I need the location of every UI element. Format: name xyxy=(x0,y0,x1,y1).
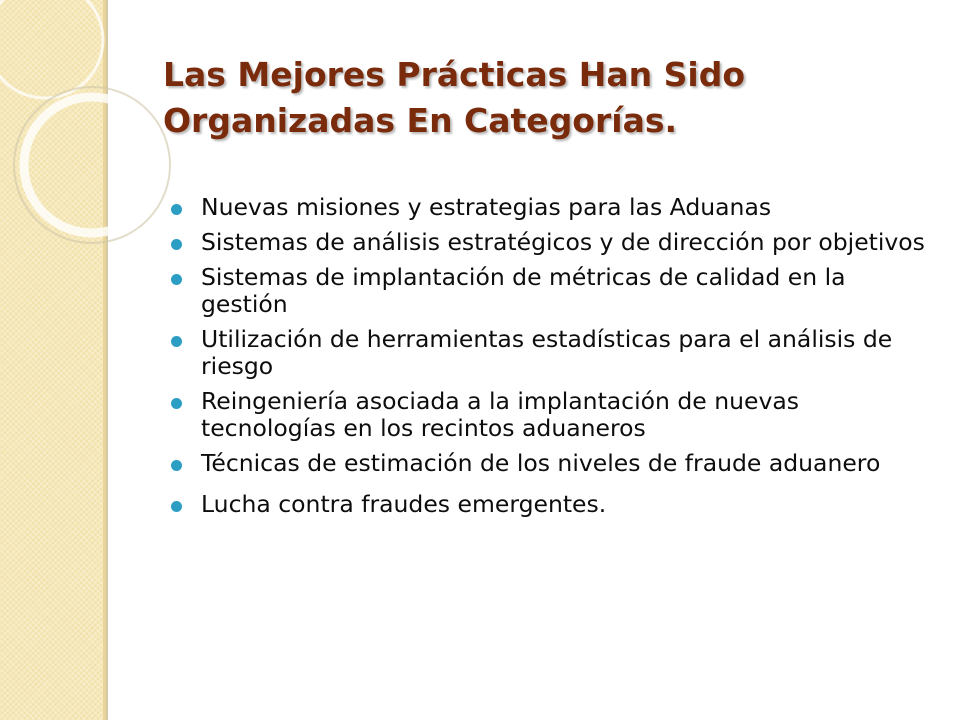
bullet-item xyxy=(168,264,938,318)
bullet-text: Utilización de herramientas estadísticas para el análisis de riesgo xyxy=(201,325,893,380)
bullet-item xyxy=(168,326,938,380)
decorative-ring-shadow xyxy=(14,87,170,243)
bullet-text: Sistemas de análisis estratégicos y de dirección por objetivos xyxy=(201,228,925,256)
slide-title-line-2: Organizadas En Categorías. xyxy=(163,101,678,140)
bullet-dot-icon xyxy=(171,204,182,215)
slide-title xyxy=(163,52,923,144)
bullet-dot-icon xyxy=(171,460,182,471)
bullet-dot-icon xyxy=(171,274,182,285)
bullet-text: Nuevas misiones y estrategias para las Aduanas xyxy=(201,193,772,221)
bullet-item xyxy=(168,491,938,518)
bullet-item xyxy=(168,229,938,256)
bullet-item xyxy=(168,388,938,442)
bullet-text: Sistemas de implantación de métricas de calidad en la gestión xyxy=(201,263,846,318)
decorative-ring-outer xyxy=(0,0,103,98)
bullet-dot-icon xyxy=(171,239,182,250)
bullet-dot-icon xyxy=(171,398,182,409)
slide-title-line-1: Las Mejores Prácticas Han Sido xyxy=(163,55,745,94)
bullet-text: Técnicas de estimación de los niveles de fraude aduanero xyxy=(201,449,881,477)
bullet-text: Lucha contra fraudes emergentes. xyxy=(201,490,607,518)
bullet-item xyxy=(168,450,938,477)
bullet-dot-icon xyxy=(171,501,182,512)
bullet-item xyxy=(168,194,938,221)
decorative-ring-large xyxy=(24,97,160,233)
bullet-dot-icon xyxy=(171,336,182,347)
bullet-text: Reingeniería asociada a la implantación de nuevas tecnologías en los recintos aduaneros xyxy=(201,387,800,442)
bullet-list xyxy=(168,194,938,526)
